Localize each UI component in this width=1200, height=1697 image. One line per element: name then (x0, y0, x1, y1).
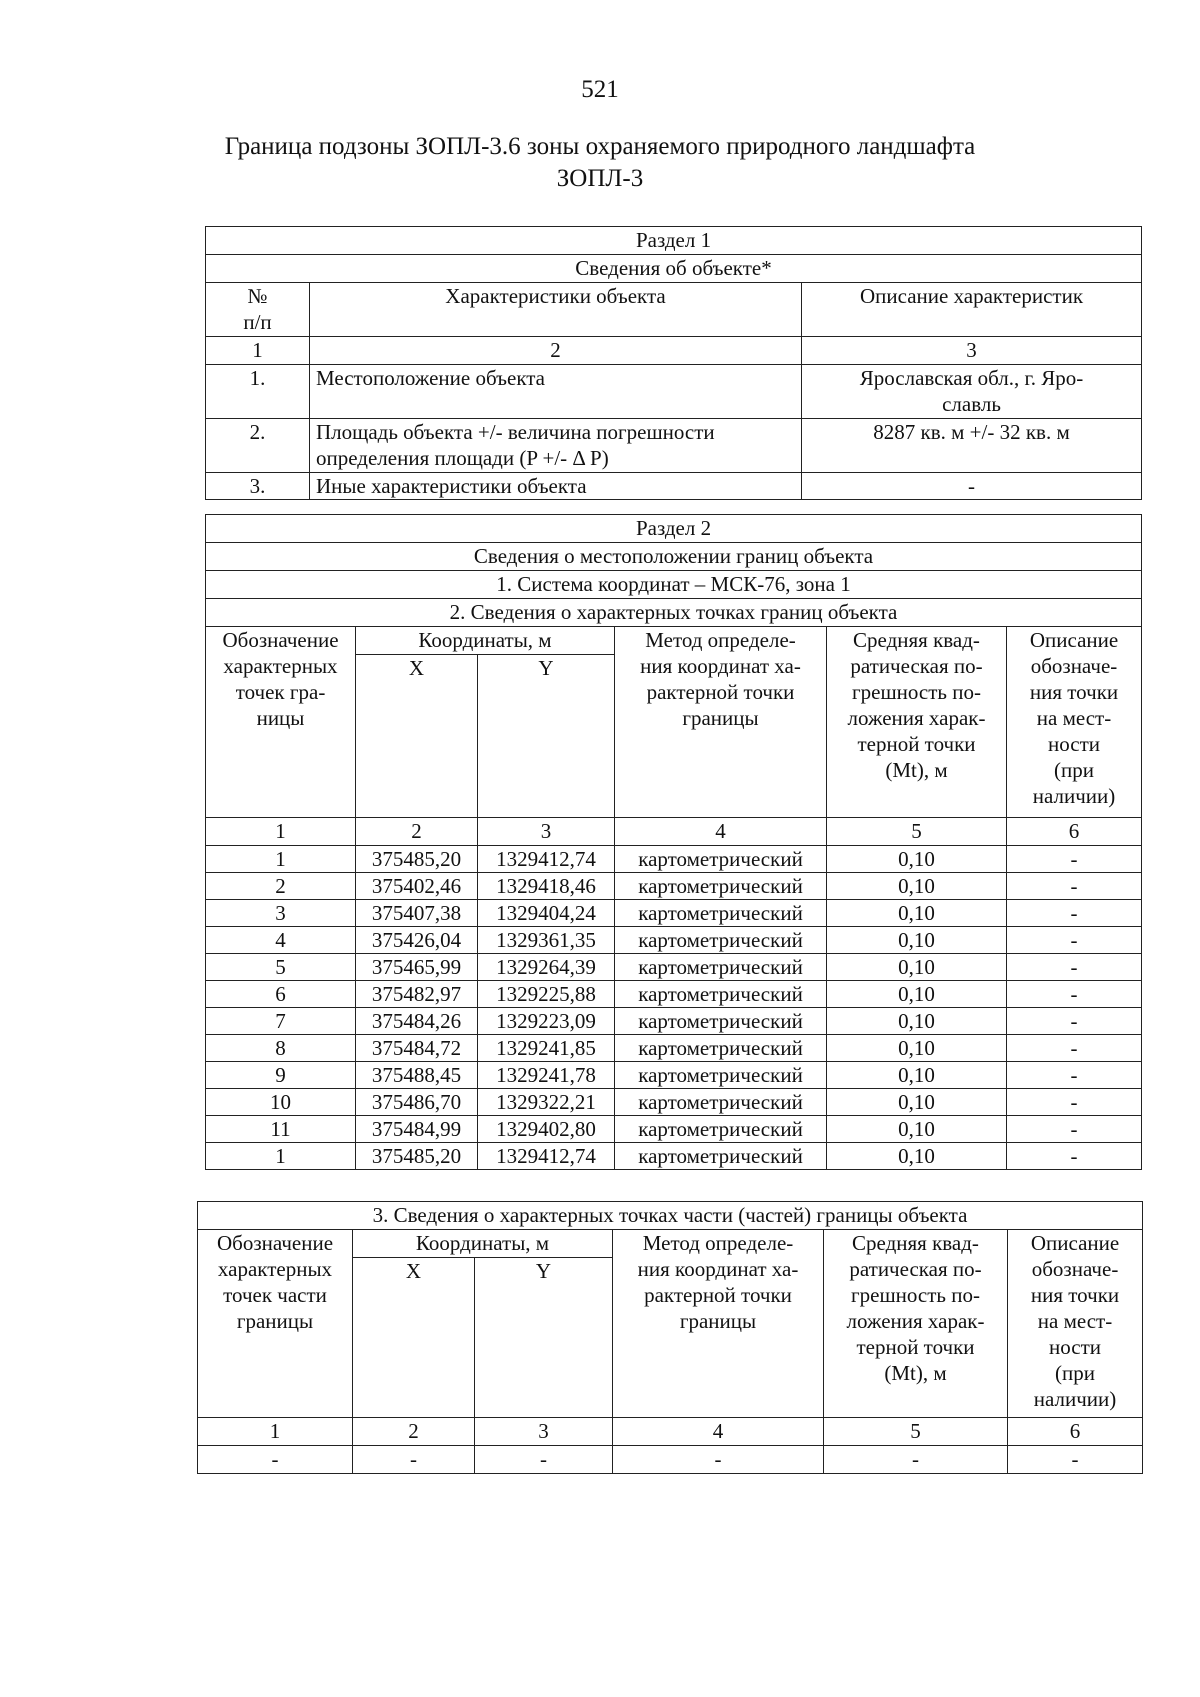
point-description: - (1007, 1116, 1142, 1143)
header-method: Метод определе- ния координат ха- рактерной точки границы (615, 627, 827, 818)
method-cell: картометрический (615, 900, 827, 927)
point-designation: 2 (206, 873, 356, 900)
index-cell: 4 (613, 1418, 824, 1446)
error-cell: 0,10 (827, 1008, 1007, 1035)
table-row (206, 1089, 1142, 1116)
coord-x: 375465,99 (356, 954, 478, 981)
index-cell: 3 (478, 818, 615, 846)
coord-y: 1329418,46 (478, 873, 615, 900)
table-row (206, 365, 1142, 419)
error-cell: 0,10 (827, 1035, 1007, 1062)
characteristic-cell: Иные характеристики объекта (310, 473, 802, 500)
point-description: - (1007, 1035, 1142, 1062)
coord-y: 1329412,74 (478, 1143, 615, 1170)
coord-x: 375484,99 (356, 1116, 478, 1143)
method-cell: картометрический (615, 1035, 827, 1062)
row-number: 2. (206, 419, 310, 473)
method-cell: - (613, 1446, 824, 1474)
coord-y: 1329241,78 (478, 1062, 615, 1089)
coord-y: 1329402,80 (478, 1116, 615, 1143)
coord-x: 375426,04 (356, 927, 478, 954)
description-cell: Ярославская обл., г. Яро- славль (802, 365, 1142, 419)
method-cell: картометрический (615, 1143, 827, 1170)
index-cell: 3 (802, 337, 1142, 365)
point-description: - (1007, 1008, 1142, 1035)
document-title (0, 131, 1200, 195)
coordinate-system: 1. Система координат – МСК-76, зона 1 (206, 571, 1142, 599)
coord-y: 1329225,88 (478, 981, 615, 1008)
header-description: Описание характеристик (802, 283, 1142, 337)
characteristic-cell: Местоположение объекта (310, 365, 802, 419)
index-cell: 2 (353, 1418, 475, 1446)
error-cell: - (824, 1446, 1008, 1474)
header-coordinates: Координаты, м (353, 1230, 613, 1258)
point-designation: 9 (206, 1062, 356, 1089)
point-designation: 4 (206, 927, 356, 954)
error-cell: 0,10 (827, 1143, 1007, 1170)
section-1-table (205, 226, 1142, 500)
coord-x: 375484,26 (356, 1008, 478, 1035)
error-cell: 0,10 (827, 1116, 1007, 1143)
point-description: - (1007, 873, 1142, 900)
table-row (198, 1446, 1143, 1474)
header-x: X (353, 1258, 475, 1418)
description-cell: - (802, 473, 1142, 500)
section-3-title: 3. Сведения о характерных точках части (частей) границы объекта (198, 1202, 1143, 1230)
header-row-number: № п/п (206, 283, 310, 337)
method-cell: картометрический (615, 954, 827, 981)
header-designation: Обозначение характерных точек гра- ницы (206, 627, 356, 818)
table-row (206, 927, 1142, 954)
section-2-label: Раздел 2 (206, 515, 1142, 543)
point-description: - (1007, 900, 1142, 927)
error-cell: 0,10 (827, 873, 1007, 900)
table-row (206, 954, 1142, 981)
index-cell: 4 (615, 818, 827, 846)
point-designation: 6 (206, 981, 356, 1008)
section-1-label: Раздел 1 (206, 227, 1142, 255)
table-row (206, 1035, 1142, 1062)
method-cell: картометрический (615, 1089, 827, 1116)
header-designation: Обозначение характерных точек части границы (198, 1230, 353, 1418)
error-cell: 0,10 (827, 1062, 1007, 1089)
coord-y: 1329412,74 (478, 846, 615, 873)
index-cell: 2 (356, 818, 478, 846)
point-description: - (1007, 1062, 1142, 1089)
coord-x: 375407,38 (356, 900, 478, 927)
table-row (206, 1008, 1142, 1035)
method-cell: картометрический (615, 1116, 827, 1143)
point-designation: 11 (206, 1116, 356, 1143)
point-designation: 1 (206, 846, 356, 873)
index-cell: 3 (475, 1418, 613, 1446)
header-error: Средняя квад- ратическая по- грешность по- ложения харак- терной точки (Mt), м (824, 1230, 1008, 1418)
coord-x: 375488,45 (356, 1062, 478, 1089)
title-line-1: Граница подзоны ЗОПЛ-3.6 зоны охраняемого природного ландшафта (224, 133, 976, 160)
error-cell: 0,10 (827, 900, 1007, 927)
title-line-2: ЗОПЛ-3 (556, 165, 644, 192)
table-row (206, 873, 1142, 900)
coord-x: 375482,97 (356, 981, 478, 1008)
error-cell: 0,10 (827, 954, 1007, 981)
header-y: Y (478, 655, 615, 818)
header-point-description: Описание обозначе- ния точки на мест- ности (при наличии) (1008, 1230, 1143, 1418)
row-number: 1. (206, 365, 310, 419)
method-cell: картометрический (615, 981, 827, 1008)
section-1-subtitle: Сведения об объекте* (206, 255, 1142, 283)
header-error: Средняя квад- ратическая по- грешность по- ложения харак- терной точки (Mt), м (827, 627, 1007, 818)
index-cell: 1 (206, 337, 310, 365)
header-x: X (356, 655, 478, 818)
method-cell: картометрический (615, 846, 827, 873)
index-cell: 5 (824, 1418, 1008, 1446)
table-row (206, 900, 1142, 927)
header-y: Y (475, 1258, 613, 1418)
coord-y: - (475, 1446, 613, 1474)
table-row (206, 1116, 1142, 1143)
header-characteristics: Характеристики объекта (310, 283, 802, 337)
point-designation: 8 (206, 1035, 356, 1062)
table-row (206, 846, 1142, 873)
method-cell: картометрический (615, 873, 827, 900)
coord-y: 1329361,35 (478, 927, 615, 954)
table-row (206, 1143, 1142, 1170)
section-2-subtitle: Сведения о местоположении границ объекта (206, 543, 1142, 571)
section-2-table (205, 514, 1142, 1170)
point-description: - (1007, 954, 1142, 981)
index-cell: 1 (206, 818, 356, 846)
table-row (206, 981, 1142, 1008)
error-cell: 0,10 (827, 981, 1007, 1008)
table-row (206, 419, 1142, 473)
index-cell: 1 (198, 1418, 353, 1446)
point-designation: - (198, 1446, 353, 1474)
point-designation: 5 (206, 954, 356, 981)
coord-x: - (353, 1446, 475, 1474)
point-description: - (1007, 1089, 1142, 1116)
coord-y: 1329404,24 (478, 900, 615, 927)
point-description: - (1007, 1143, 1142, 1170)
point-designation: 1 (206, 1143, 356, 1170)
characteristic-cell: Площадь объекта +/- величина погрешности определения площади (P +/- Δ P) (310, 419, 802, 473)
error-cell: 0,10 (827, 846, 1007, 873)
coord-y: 1329241,85 (478, 1035, 615, 1062)
index-cell: 6 (1008, 1418, 1143, 1446)
method-cell: картометрический (615, 927, 827, 954)
index-cell: 5 (827, 818, 1007, 846)
error-cell: 0,10 (827, 1089, 1007, 1116)
point-description: - (1007, 846, 1142, 873)
table-row (206, 1062, 1142, 1089)
error-cell: 0,10 (827, 927, 1007, 954)
point-designation: 7 (206, 1008, 356, 1035)
coord-x: 375486,70 (356, 1089, 478, 1116)
point-description: - (1008, 1446, 1143, 1474)
coord-x: 375485,20 (356, 1143, 478, 1170)
page-number: 521 (581, 76, 619, 103)
method-cell: картометрический (615, 1008, 827, 1035)
coord-y: 1329264,39 (478, 954, 615, 981)
point-designation: 3 (206, 900, 356, 927)
description-cell: 8287 кв. м +/- 32 кв. м (802, 419, 1142, 473)
point-description: - (1007, 981, 1142, 1008)
coord-x: 375485,20 (356, 846, 478, 873)
index-cell: 6 (1007, 818, 1142, 846)
section-3-table (197, 1201, 1143, 1474)
coord-y: 1329322,21 (478, 1089, 615, 1116)
coord-x: 375484,72 (356, 1035, 478, 1062)
point-description: - (1007, 927, 1142, 954)
coord-y: 1329223,09 (478, 1008, 615, 1035)
method-cell: картометрический (615, 1062, 827, 1089)
point-designation: 10 (206, 1089, 356, 1116)
header-method: Метод определе- ния координат ха- рактерной точки границы (613, 1230, 824, 1418)
table-row (206, 473, 1142, 500)
row-number: 3. (206, 473, 310, 500)
header-point-description: Описание обозначе- ния точки на мест- ности (при наличии) (1007, 627, 1142, 818)
coord-x: 375402,46 (356, 873, 478, 900)
index-cell: 2 (310, 337, 802, 365)
points-title: 2. Сведения о характерных точках границ объекта (206, 599, 1142, 627)
header-coordinates: Координаты, м (356, 627, 615, 655)
